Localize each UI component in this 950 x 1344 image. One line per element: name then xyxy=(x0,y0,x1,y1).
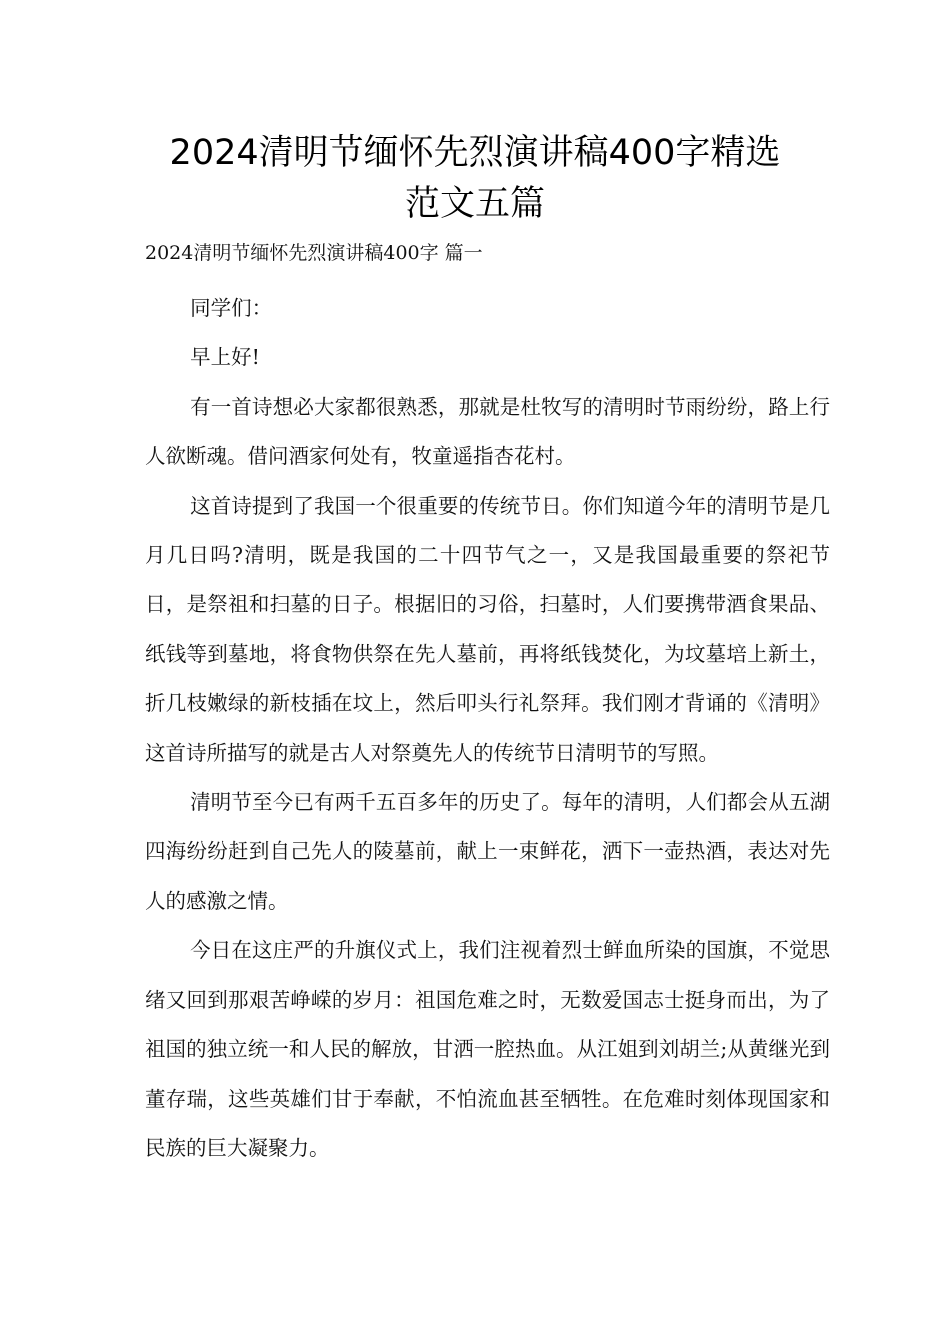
title-line-1: 2024清明节缅怀先烈演讲稿400字精选 xyxy=(169,133,781,173)
document-body xyxy=(145,284,830,1173)
paragraph: 有一首诗想必大家都很熟悉，那就是杜牧写的清明时节雨纷纷，路上行人欲断魂。借问酒家何处有，牧童遥指杏花村。 xyxy=(145,394,830,469)
section-heading: 2024清明节缅怀先烈演讲稿400字 篇一 xyxy=(145,242,483,264)
paragraph-greeting: 同学们： xyxy=(190,296,273,320)
title-line-2: 范文五篇 xyxy=(404,184,545,224)
document-title xyxy=(100,128,850,230)
paragraph: 清明节至今已有两千五百多年的历史了。每年的清明，人们都会从五湖四海纷纷赶到自己先人的陵墓前，献上一束鲜花，洒下一壶热酒，表达对先人的感激之情。 xyxy=(145,790,830,913)
paragraph-morning: 早上好! xyxy=(190,345,260,370)
paragraph: 今日在这庄严的升旗仪式上，我们注视着烈士鲜血所染的国旗，不觉思绪又回到那艰苦峥嵘的岁月：祖国危难之时，无数爱国志士挺身而出，为了祖国的独立统一和人民的解放，甘洒一腔热血。从江姐到刘胡兰;从黄继光到董存瑞，这些英雄们甘于奉献，不怕流血甚至牺牲。在危难时刻体现国家和民族的巨大凝聚力。 xyxy=(145,938,830,1160)
paragraph: 这首诗提到了我国一个很重要的传统节日。你们知道今年的清明节是几月几日吗?清明，既是我国的二十四节气之一，又是我国最重要的祭祀节日，是祭祖和扫墓的日子。根据旧的习俗，扫墓时，人们要携带酒食果品、纸钱等到墓地，将食物供祭在先人墓前，再将纸钱焚化，为坟墓培上新土，折几枝嫩绿的新枝插在坟上，然后叩头行礼祭拜。我们刚才背诵的《清明》这首诗所描写的就是古人对祭奠先人的传统节日清明节的写照。 xyxy=(145,493,830,765)
